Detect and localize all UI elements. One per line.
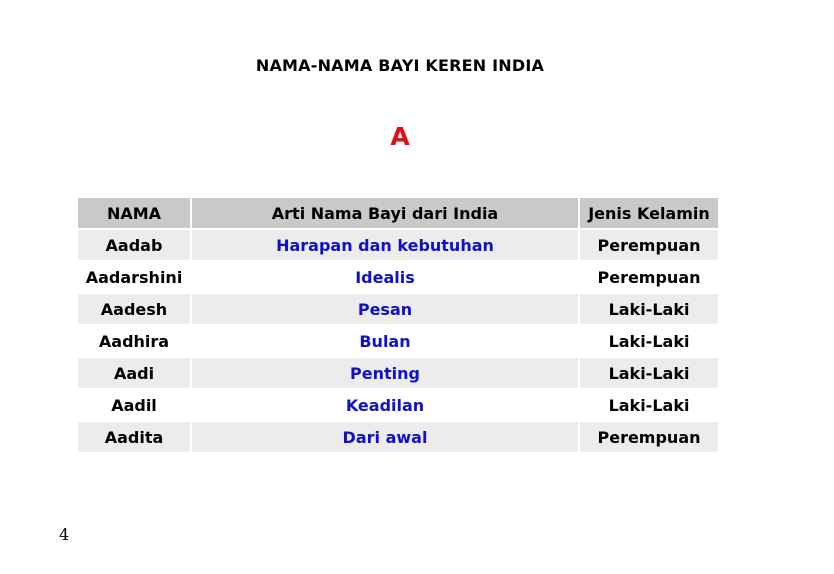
row-gender: Perempuan bbox=[580, 262, 718, 292]
row-name: Aadab bbox=[78, 230, 190, 260]
header-name: NAMA bbox=[78, 198, 190, 228]
row-meaning: Dari awal bbox=[192, 422, 578, 452]
table-body bbox=[78, 230, 718, 452]
header-gender: Jenis Kelamin bbox=[580, 198, 718, 228]
row-name: Aadil bbox=[78, 390, 190, 420]
row-name: Aadesh bbox=[78, 294, 190, 324]
table-row bbox=[78, 390, 718, 420]
row-gender: Laki-Laki bbox=[580, 390, 718, 420]
section-letter: A bbox=[390, 122, 410, 151]
row-name: Aadhira bbox=[78, 326, 190, 356]
row-gender: Perempuan bbox=[580, 230, 718, 260]
row-meaning: Penting bbox=[192, 358, 578, 388]
document-title: NAMA-NAMA BAYI KEREN INDIA bbox=[255, 56, 545, 75]
row-name: Aadarshini bbox=[78, 262, 190, 292]
table-row bbox=[78, 326, 718, 356]
table-row bbox=[78, 358, 718, 388]
row-meaning: Bulan bbox=[192, 326, 578, 356]
row-meaning: Harapan dan kebutuhan bbox=[192, 230, 578, 260]
header-row bbox=[78, 198, 718, 228]
table-row bbox=[78, 230, 718, 260]
table-row bbox=[78, 262, 718, 292]
row-gender: Laki-Laki bbox=[580, 358, 718, 388]
row-meaning: Pesan bbox=[192, 294, 578, 324]
row-meaning: Keadilan bbox=[192, 390, 578, 420]
row-meaning: Idealis bbox=[192, 262, 578, 292]
row-name: Aadi bbox=[78, 358, 190, 388]
row-gender: Laki-Laki bbox=[580, 294, 718, 324]
baby-names-table bbox=[76, 196, 720, 454]
table-row bbox=[78, 422, 718, 452]
page-number: 4 bbox=[59, 525, 70, 544]
table-row bbox=[78, 294, 718, 324]
row-gender: Perempuan bbox=[580, 422, 718, 452]
row-gender: Laki-Laki bbox=[580, 326, 718, 356]
header-meaning: Arti Nama Bayi dari India bbox=[192, 198, 578, 228]
table-header bbox=[78, 198, 718, 228]
row-name: Aadita bbox=[78, 422, 190, 452]
